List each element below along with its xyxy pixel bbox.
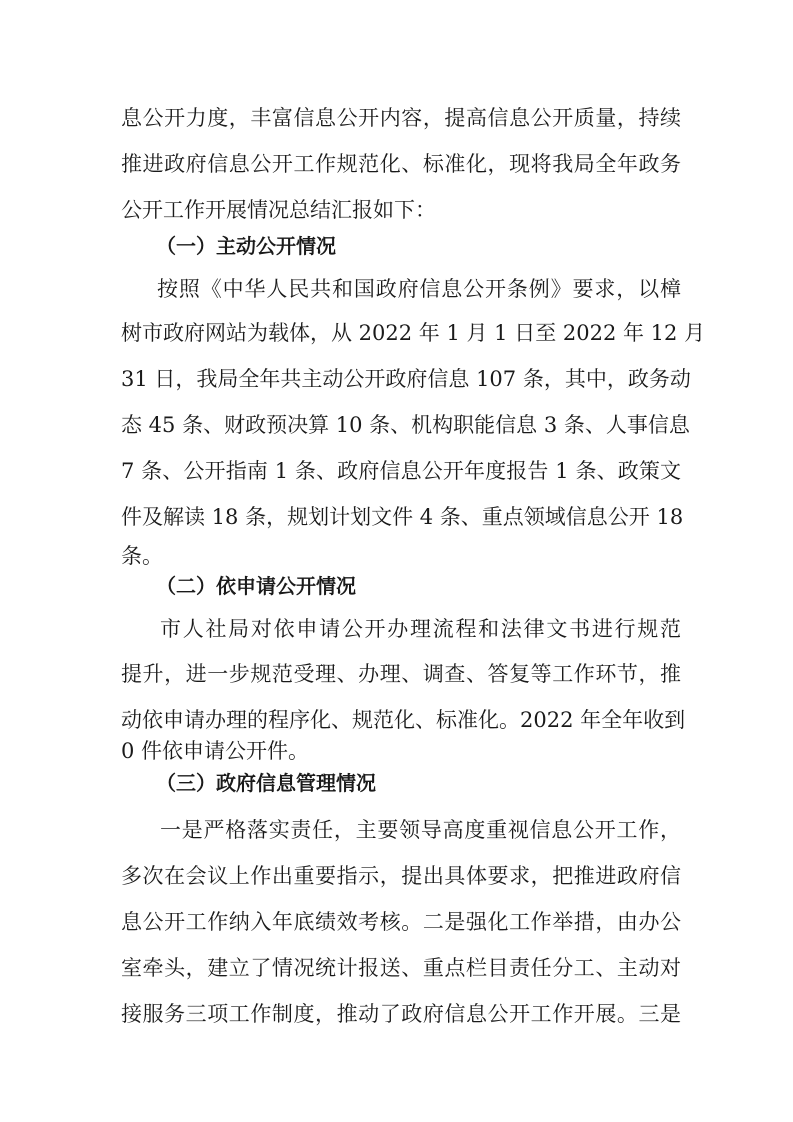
section-3-line-4: 室牵头，建立了情况统计报送、重点栏目责任分工、主动对	[121, 956, 681, 980]
section-1-line-5: 7 条、公开指南 1 条、政府信息公开年度报告 1 条、政策文	[121, 459, 681, 483]
section-3-line-1: 一是严格落实责任，主要领导高度重视信息公开工作，	[160, 818, 681, 842]
section-2-heading: （二）依申请公开情况	[156, 574, 356, 598]
section-3-line-2: 多次在会议上作出重要指示，提出具体要求，把推进政府信	[121, 864, 681, 888]
section-2-line-1: 市人社局对依申请公开办理流程和法律文书进行规范	[160, 617, 681, 641]
section-1-line-7: 条。	[121, 544, 163, 568]
section-1-line-3: 31 日，我局全年共主动公开政府信息 107 条，其中，政务动	[121, 367, 691, 391]
section-1-line-1: 按照《中华人民共和国政府信息公开条例》要求，以樟	[157, 277, 681, 301]
section-1-line-2: 树市政府网站为载体，从 2022 年 1 月 1 日至 2022 年 12 月	[121, 321, 706, 345]
section-2-line-3: 动依申请办理的程序化、规范化、标准化。2022 年全年收到	[121, 708, 686, 732]
section-1-line-4: 态 45 条、财政预决算 10 条、机构职能信息 3 条、人事信息	[121, 413, 690, 437]
section-1-heading: （一）主动公开情况	[156, 234, 336, 258]
intro-line-1: 息公开力度，丰富信息公开内容，提高信息公开质量，持续	[121, 106, 681, 130]
section-3-line-3: 息公开工作纳入年底绩效考核。二是强化工作举措，由办公	[121, 910, 681, 934]
section-1-line-6: 件及解读 18 条，规划计划文件 4 条、重点领域信息公开 18	[121, 505, 684, 529]
section-2-line-4: 0 件依申请公开件。	[121, 739, 310, 763]
intro-line-3: 公开工作开展情况总结汇报如下：	[121, 198, 436, 222]
section-3-heading: （三）政府信息管理情况	[156, 771, 376, 795]
section-2-line-2: 提升，进一步规范受理、办理、调查、答复等工作环节，推	[121, 662, 681, 686]
intro-line-2: 推进政府信息公开工作规范化、标准化，现将我局全年政务	[121, 152, 681, 176]
section-3-line-5: 接服务三项工作制度，推动了政府信息公开工作开展。三是	[121, 1002, 681, 1026]
